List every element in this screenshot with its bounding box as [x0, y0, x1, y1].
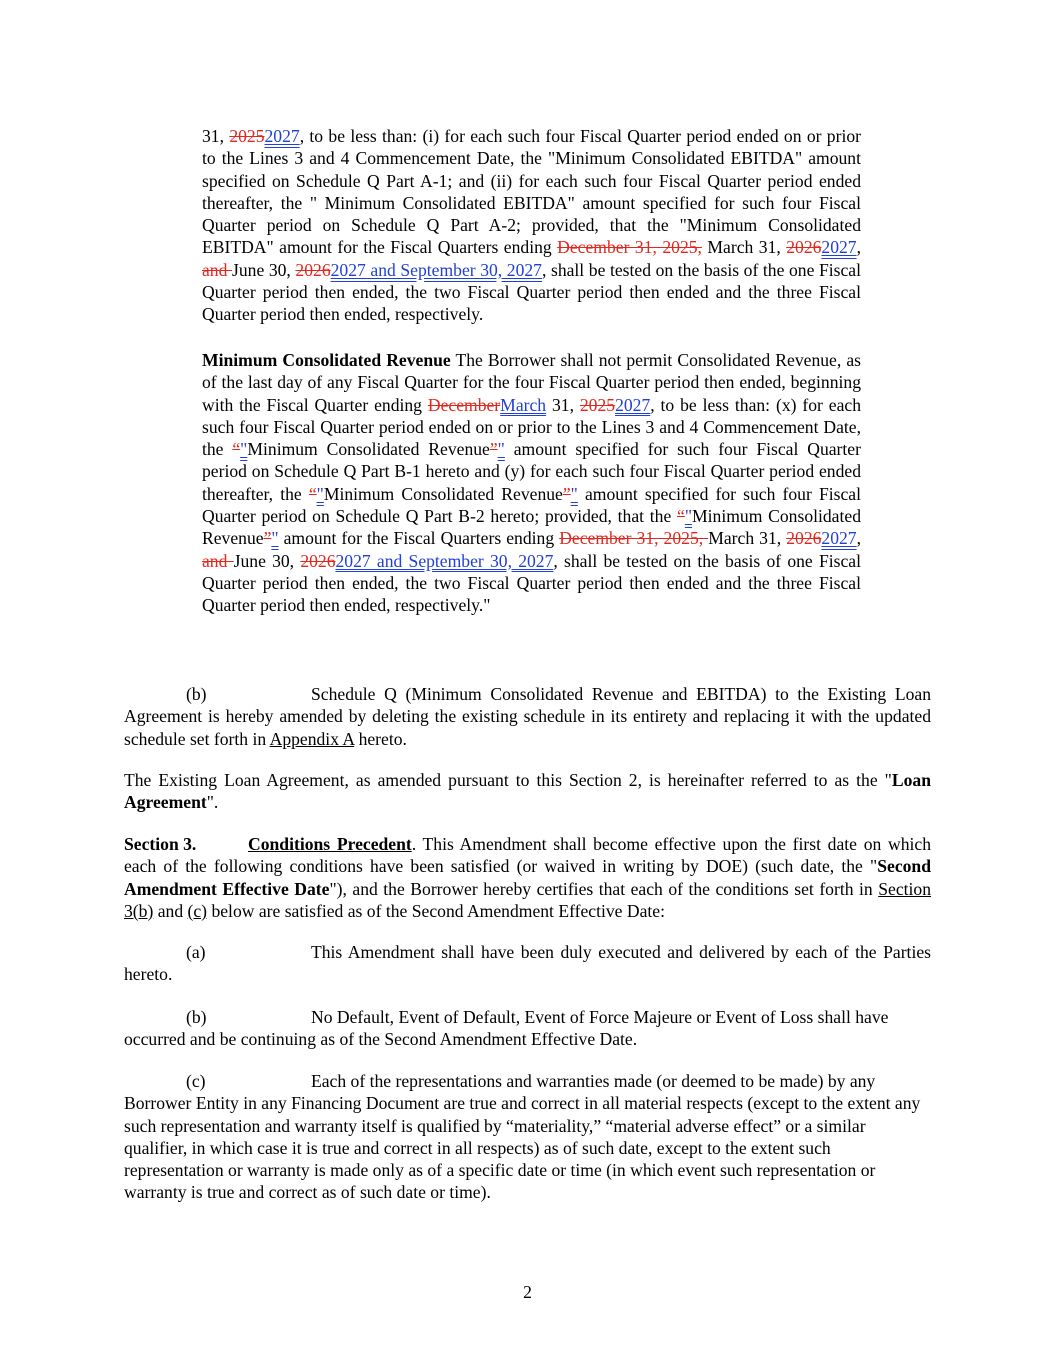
text-run: ,	[856, 237, 861, 258]
deleted-quote: “	[677, 506, 685, 527]
deleted-quote: “	[232, 439, 241, 460]
deleted-quote: ”	[489, 439, 498, 460]
text-run: . This Amendment shall become effective upon the first date on which each of the following conditions have been satisfied (or waived in writing by DOE) (such date, the "	[124, 834, 931, 877]
deleted-text: December	[427, 394, 501, 415]
inserted-quote: "	[684, 506, 693, 527]
deleted-text: December 31, 2025,	[559, 528, 709, 549]
inserted-text: 2027 and September 30, 2027	[335, 550, 554, 571]
inserted-text: 2027	[615, 394, 651, 415]
text-run: amount specified for such four Fiscal Quarter period on Schedule Q Part B-2 hereto; provided, that the	[202, 483, 861, 527]
clause-label: (c)	[186, 1071, 206, 1091]
text-run: ".	[206, 792, 219, 813]
deleted-text: December 31, 2025,	[557, 237, 702, 258]
deleted-text: 2025	[579, 394, 616, 415]
deleted-quote: “	[308, 483, 317, 504]
text-run: ,	[856, 528, 861, 549]
deleted-text: 2026	[300, 550, 336, 571]
minimum-ebitda-paragraph	[202, 125, 861, 326]
section-number: Section 3.	[124, 834, 197, 854]
defined-term: Loan Agreement	[124, 770, 931, 813]
deleted-text: 2026	[786, 237, 822, 258]
condition-a	[124, 941, 931, 986]
deleted-quote: ”	[263, 528, 272, 549]
text-run: Minimum Consolidated Revenue	[323, 483, 563, 504]
text-run: , shall be tested on the basis of the one Fiscal Quarter period then ended, the two Fiscal Quarter period then ended and the three Fiscal Quarter period then ended, respectively.	[202, 259, 861, 325]
amendment-clause-b	[124, 683, 931, 750]
deleted-text: 2025	[229, 126, 265, 146]
condition-b	[124, 1006, 931, 1051]
deleted-text: 2026	[786, 528, 822, 549]
text-run: "), and the Borrower hereby certifies that each of the conditions set forth in	[329, 878, 879, 899]
text-run: Minimum Consolidated Revenue	[202, 506, 861, 549]
text-run: 31,	[546, 394, 580, 415]
minimum-revenue-paragraph	[202, 349, 861, 617]
inserted-text: March	[500, 394, 547, 415]
text-run: below are satisfied as of the Second Amendment Effective Date:	[207, 900, 665, 921]
text-run: March 31,	[708, 528, 787, 549]
section-3-conditions-precedent	[124, 833, 931, 922]
text-run: The Existing Loan Agreement, as amended pursuant to this Section 2, is hereinafter referred to as the "	[124, 770, 892, 790]
text-run: June 30,	[233, 550, 301, 571]
deleted-quote: ”	[562, 483, 571, 504]
inserted-quote: "	[271, 528, 279, 549]
page-number: 2	[523, 1282, 532, 1302]
inserted-quote: "	[497, 439, 505, 460]
inserted-text: 2027	[264, 126, 300, 146]
section-reference: (c)	[187, 900, 208, 921]
text-run: Minimum Consolidated Revenue	[247, 439, 490, 460]
appendix-a-reference: Appendix A	[269, 728, 355, 749]
section-title: Conditions Precedent	[248, 834, 412, 854]
section-reference: Section 3(b)	[124, 878, 931, 921]
condition-c	[124, 1070, 931, 1204]
deleted-text: and	[202, 550, 234, 571]
paragraph-heading: Minimum Consolidated Revenue	[202, 350, 451, 370]
deleted-text: and	[202, 259, 232, 280]
text-run: amount for the Fiscal Quarters ending	[278, 528, 560, 549]
deleted-text: 2026	[295, 259, 331, 280]
inserted-quote: "	[240, 439, 248, 460]
inserted-text: 2027 and September 30, 2027	[330, 259, 542, 280]
condition-text: Each of the representations and warranties made (or deemed to be made) by any Borrower Entity in any Financing Document are true and correct in all material respects (except to the extent any such representation and warranty itself is qualified by “materiality,” “material adverse effect” or a similar qualifier, in which case it is true and correct in all respects) as of such date, except to the extent such representation or warranty is made only as of a specific date or time (in which event such representation or warranty is true and correct as of such date or time).	[124, 1071, 921, 1203]
text-run: Schedule Q (Minimum Consolidated Revenue and EBITDA) to the Existing Loan Agreement is hereby amended by deleting the existing schedule in its entirety and replacing it with the updated schedule set forth in	[124, 684, 931, 749]
condition-text: This Amendment shall have been duly executed and delivered by each of the Parties hereto.	[124, 942, 931, 985]
clause-label: (b)	[186, 1007, 207, 1027]
text-run: March 31,	[701, 237, 787, 258]
text-run: The Borrower shall not permit Consolidated Revenue, as of the last day of any Fiscal Quarter for the four Fiscal Quarter period then ended, beginning with the Fiscal Quarter ending	[202, 350, 861, 415]
defined-term: Second Amendment Effective Date	[124, 856, 931, 899]
text-run: June 30,	[232, 259, 296, 280]
text-run: and	[153, 900, 188, 921]
text-run: , to be less than: (i) for each such four Fiscal Quarter period ended on or prior to the Lines 3 and 4 Commencement Date, the "Minimum Consolidated EBITDA" amount specified on Schedule Q Part A-1; and (ii) for each such four Fiscal Quarter period ended thereafter, the " Minimum Consolidated EBITDA" amount specified for such four Fiscal Quarter period on Schedule Q Part A-2; provided, that the "Minimum Consolidated EBITDA" amount for the Fiscal Quarters ending	[202, 126, 861, 258]
inserted-text: 2027	[821, 528, 857, 549]
inserted-text: 2027	[821, 237, 857, 258]
text-run: amount specified for such four Fiscal Quarter period on Schedule Q Part B-1 hereto and (y) for each such four Fiscal Quarter period ended thereafter, the	[202, 439, 861, 504]
inserted-quote: "	[570, 483, 578, 504]
text-run: , shall be tested on the basis of one Fiscal Quarter period then ended, the two Fiscal Quarter period then ended and the three Fiscal Quarter period then ended, respectively."	[202, 550, 861, 616]
text-run: 31,	[202, 126, 230, 146]
text-run: , to be less than: (x) for each such four Fiscal Quarter period ended on or prior to the Lines 3 and 4 Commencement Date, the	[202, 394, 861, 460]
clause-label: (a)	[186, 942, 206, 962]
loan-agreement-definition	[124, 769, 931, 814]
clause-label: (b)	[186, 684, 207, 704]
inserted-quote: "	[316, 483, 324, 504]
text-run: hereto.	[354, 728, 407, 749]
condition-text: No Default, Event of Default, Event of Force Majeure or Event of Loss shall have occurred and be continuing as of the Second Amendment Effective Date.	[124, 1007, 889, 1050]
